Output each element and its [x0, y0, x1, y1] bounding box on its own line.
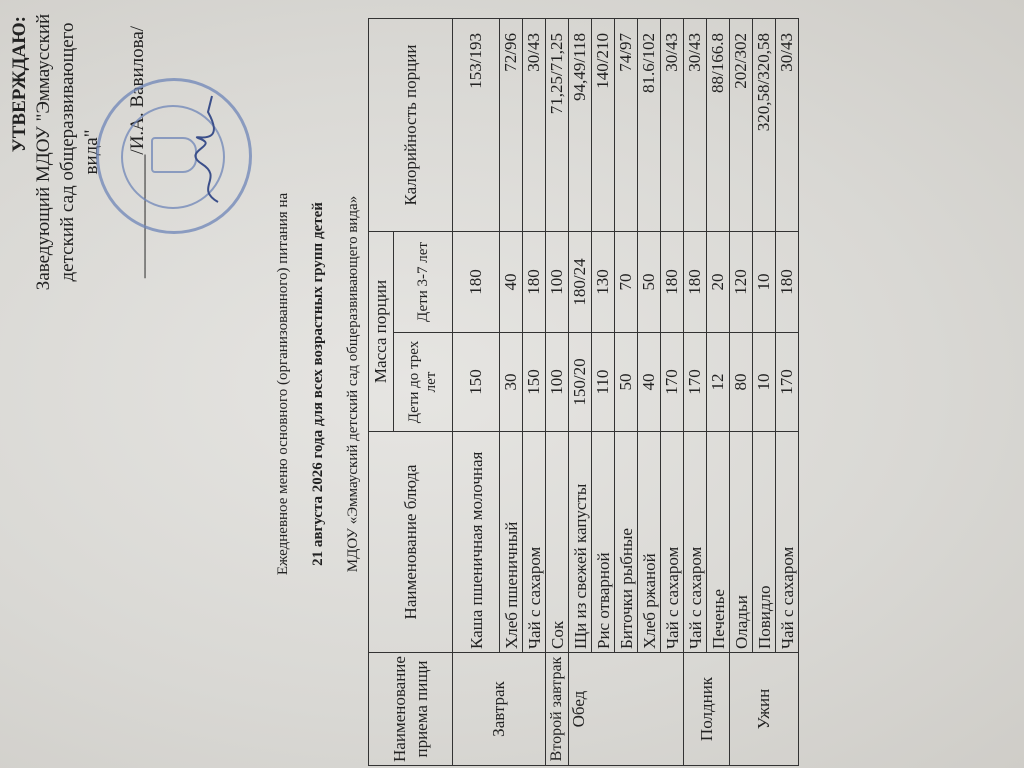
- table-row: [546, 19, 569, 766]
- meal-name: Завтрак: [453, 653, 546, 766]
- mass-under3: 110: [592, 333, 615, 432]
- header-portion-mass: Масса порции: [369, 232, 394, 432]
- mass-under3: 80: [730, 333, 753, 432]
- mass-3to7: 180/24: [569, 232, 592, 333]
- calories-value: 30/43: [523, 19, 546, 232]
- dish-name: Чай с сахаром: [661, 432, 684, 653]
- calories-value: 30/43: [661, 19, 684, 232]
- calories-value: 320,58/320,58: [753, 19, 776, 232]
- mass-under3: 150: [453, 333, 500, 432]
- calories-value: 153/193: [453, 19, 500, 232]
- mass-under3: 10: [753, 333, 776, 432]
- meal-name: Ужин: [730, 653, 799, 766]
- mass-3to7: 10: [753, 232, 776, 333]
- menu-date: 21 августа 2026 года для всех возрастных групп детей: [310, 202, 326, 566]
- calories-value: 88/166.8: [707, 19, 730, 232]
- dish-name: Рис отварной: [592, 432, 615, 653]
- dish-name: Хлеб ржаной: [638, 432, 661, 653]
- dish-name: Чай с сахаром: [776, 432, 799, 653]
- mass-3to7: 180: [453, 232, 500, 333]
- institution-name: МДОУ «Эммауский детский сад общеразвивающего вида»: [345, 195, 361, 573]
- header-meal: Наименование приема пищи: [369, 653, 453, 766]
- mass-3to7: 120: [730, 232, 753, 333]
- calories-value: 71,25/71,25: [546, 19, 569, 232]
- mass-under3: 12: [707, 333, 730, 432]
- mass-under3: 50: [615, 333, 638, 432]
- mass-3to7: 40: [500, 232, 523, 333]
- table-row: [569, 19, 592, 766]
- mass-under3: 100: [546, 333, 569, 432]
- dish-name: Чай с сахаром: [523, 432, 546, 653]
- mass-under3: 30: [500, 333, 523, 432]
- approval-title: УТВЕРЖДАЮ:: [9, 16, 30, 153]
- header-age-3to7: Дети 3-7 лет: [394, 232, 453, 333]
- dish-name: Оладьи: [730, 432, 753, 653]
- mass-3to7: 50: [638, 232, 661, 333]
- dish-name: Сок: [546, 432, 569, 653]
- signature-icon: [188, 88, 228, 208]
- table-row: [453, 19, 500, 766]
- dish-name: Чай с сахаром: [684, 432, 707, 653]
- approval-position-line1: Заведующий МДОУ "Эммаусский: [33, 13, 54, 291]
- mass-3to7: 100: [546, 232, 569, 333]
- dish-name: Щи из свежей капусты: [569, 432, 592, 653]
- table-header-row: [369, 19, 394, 766]
- header-age-under3: Дети до трех лет: [394, 333, 453, 432]
- dish-name: Биточки рыбные: [615, 432, 638, 653]
- calories-value: 30/43: [776, 19, 799, 232]
- approval-position-line2: детский сад общеразвивающего вида": [57, 22, 102, 282]
- mass-3to7: 70: [615, 232, 638, 333]
- header-calories: Калорийность порции: [369, 19, 453, 232]
- meal-name: Полдник: [684, 653, 730, 766]
- dish-name: Печенье: [707, 432, 730, 653]
- menu-table: [368, 18, 799, 766]
- calories-value: 202/302: [730, 19, 753, 232]
- calories-value: 94,49/118: [569, 19, 592, 232]
- table-row: [684, 19, 707, 766]
- round-stamp-icon: [96, 78, 252, 234]
- dish-name: Хлеб пшеничный: [500, 432, 523, 653]
- table-row: [730, 19, 753, 766]
- menu-title: Ежедневное меню основного (организованного) питания на: [275, 192, 291, 576]
- mass-under3: 40: [638, 333, 661, 432]
- calories-value: 30/43: [684, 19, 707, 232]
- mass-under3: 150: [523, 333, 546, 432]
- mass-under3: 170: [684, 333, 707, 432]
- mass-3to7: 20: [707, 232, 730, 333]
- calories-value: 140/210: [592, 19, 615, 232]
- header-dish: Наименование блюда: [369, 432, 453, 653]
- mass-3to7: 180: [776, 232, 799, 333]
- mass-3to7: 180: [684, 232, 707, 333]
- mass-3to7: 130: [592, 232, 615, 333]
- dish-name: Повидло: [753, 432, 776, 653]
- mass-under3: 150/20: [569, 333, 592, 432]
- mass-3to7: 180: [523, 232, 546, 333]
- mass-under3: 170: [776, 333, 799, 432]
- meal-name: Обед: [569, 653, 684, 766]
- meal-name: Второй завтрак: [546, 653, 569, 766]
- calories-value: 74/97: [615, 19, 638, 232]
- approval-signature-name: _____________/И.А. Вавилова/: [127, 25, 148, 279]
- calories-value: 81.6/102: [638, 19, 661, 232]
- mass-3to7: 180: [661, 232, 684, 333]
- dish-name: Каша пшеничная молочная: [453, 432, 500, 653]
- mass-under3: 170: [661, 333, 684, 432]
- calories-value: 72/96: [500, 19, 523, 232]
